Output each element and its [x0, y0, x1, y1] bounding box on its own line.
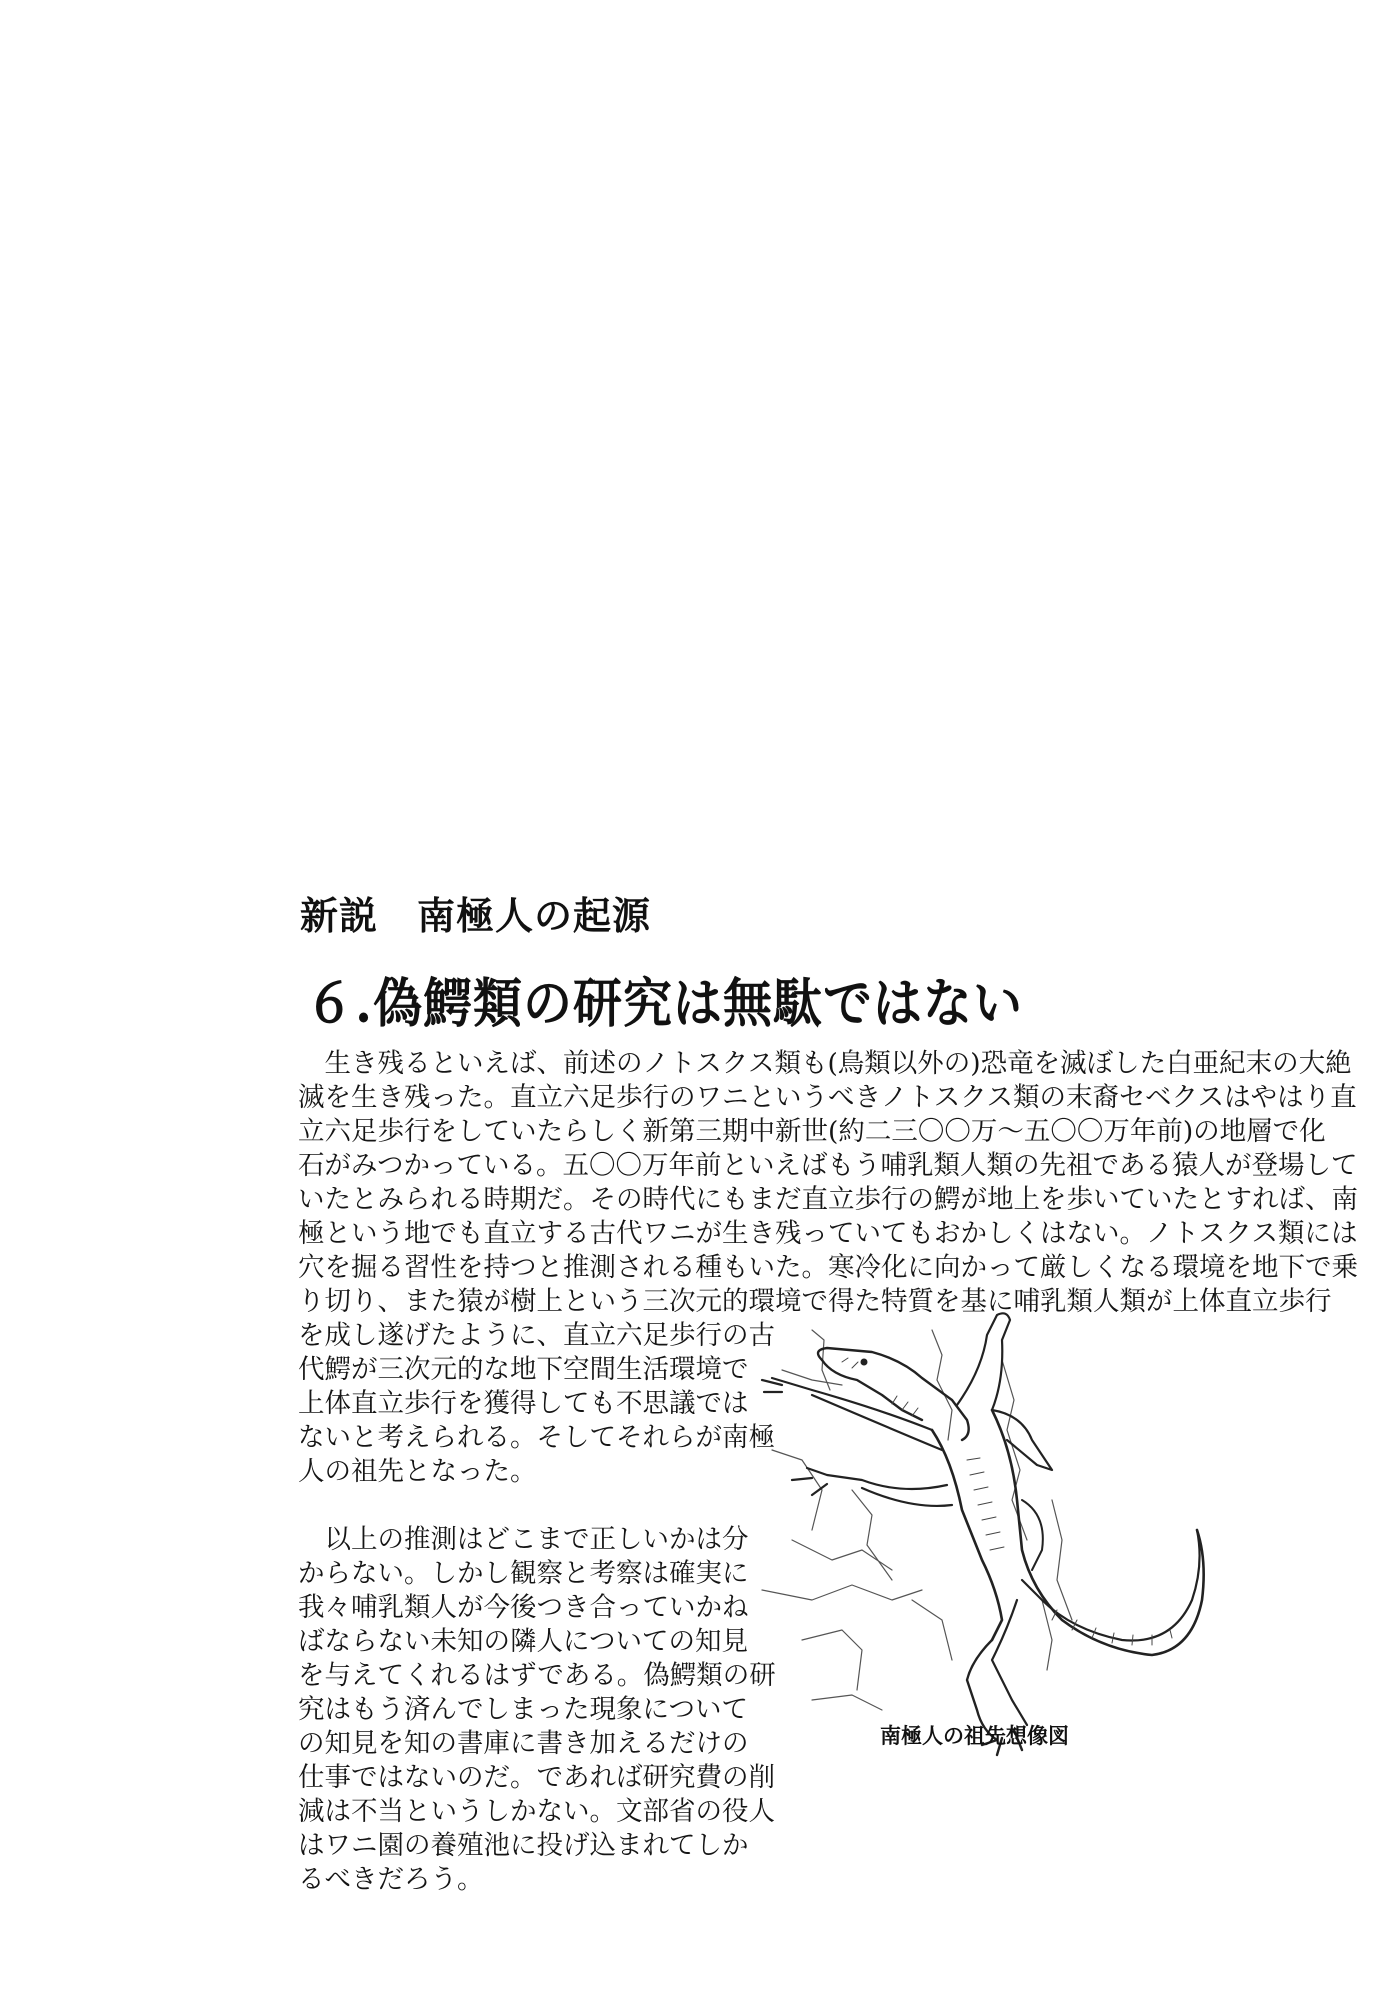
text-line: るべきだろう。: [298, 1864, 484, 1895]
text-line: 我々哺乳類人が今後つき合っていかね: [298, 1592, 749, 1623]
text-line: 穴を掘る習性を持つと推測される種もいた。寒冷化に向かって厳しくなる環境を地下で乗: [298, 1252, 1358, 1283]
text-line: 減は不当というしかない。文部省の役人: [298, 1796, 775, 1827]
text-line: を与えてくれるはずである。偽鰐類の研: [298, 1660, 776, 1691]
text-line: 生き残るといえば、前述のノトスクス類も(鳥類以外の)恐竜を滅ぼした白亜紀末の大絶: [298, 1048, 1352, 1079]
text-line: はワニ園の養殖池に投げ込まれてしか: [298, 1830, 749, 1861]
text-line: 究はもう済んでしまった現象について: [298, 1694, 748, 1725]
text-line: 立六足歩行をしていたらしく新第三期中新世(約二三〇〇万〜五〇〇万年前)の地層で化: [298, 1116, 1326, 1147]
text-line: り切り、また猿が樹上という三次元的環境で得た特質を基に哺乳類人類が上体直立歩行: [298, 1286, 1332, 1317]
text-line: 極という地でも直立する古代ワニが生き残っていてもおかしくはない。ノトスクス類には: [298, 1218, 1358, 1249]
text-line: を成し遂げたように、直立六足歩行の古: [298, 1320, 775, 1351]
text-line: いたとみられる時期だ。その時代にもまだ直立歩行の鰐が地上を歩いていたとすれば、南: [298, 1184, 1358, 1215]
text-line: 人の祖先となった。: [298, 1456, 537, 1487]
text-line: ばならない未知の隣人についての知見: [298, 1626, 748, 1657]
series-title: 新説 南極人の起源: [300, 894, 652, 938]
text-line: 代鰐が三次元的な地下空間生活環境で: [298, 1354, 749, 1385]
text-line: の知見を知の書庫に書き加えるだけの: [298, 1728, 749, 1759]
text-line: 上体直立歩行を獲得しても不思議では: [298, 1388, 749, 1419]
text-line: 滅を生き残った。直立六足歩行のワニというべきノトスクス類の末裔セベクスはやはり直: [298, 1082, 1357, 1113]
text-line: 仕事ではないのだ。であれば研究費の削: [298, 1762, 775, 1793]
text-line: 以上の推測はどこまで正しいかは分: [298, 1524, 749, 1555]
chapter-title: ６.偽鰐類の研究は無駄ではない: [305, 971, 1024, 1035]
text-line: からない。しかし観察と考察は確実に: [298, 1558, 749, 1589]
text-line: 石がみつかっている。五〇〇万年前といえばもう哺乳類人類の先祖である猿人が登場して: [298, 1150, 1358, 1181]
crocodilian-ancestor-illustration: [752, 1300, 1212, 1760]
figure-caption: 南極人の祖先想像図: [880, 1724, 1069, 1748]
text-line: ないと考えられる。そしてそれらが南極: [298, 1422, 775, 1453]
